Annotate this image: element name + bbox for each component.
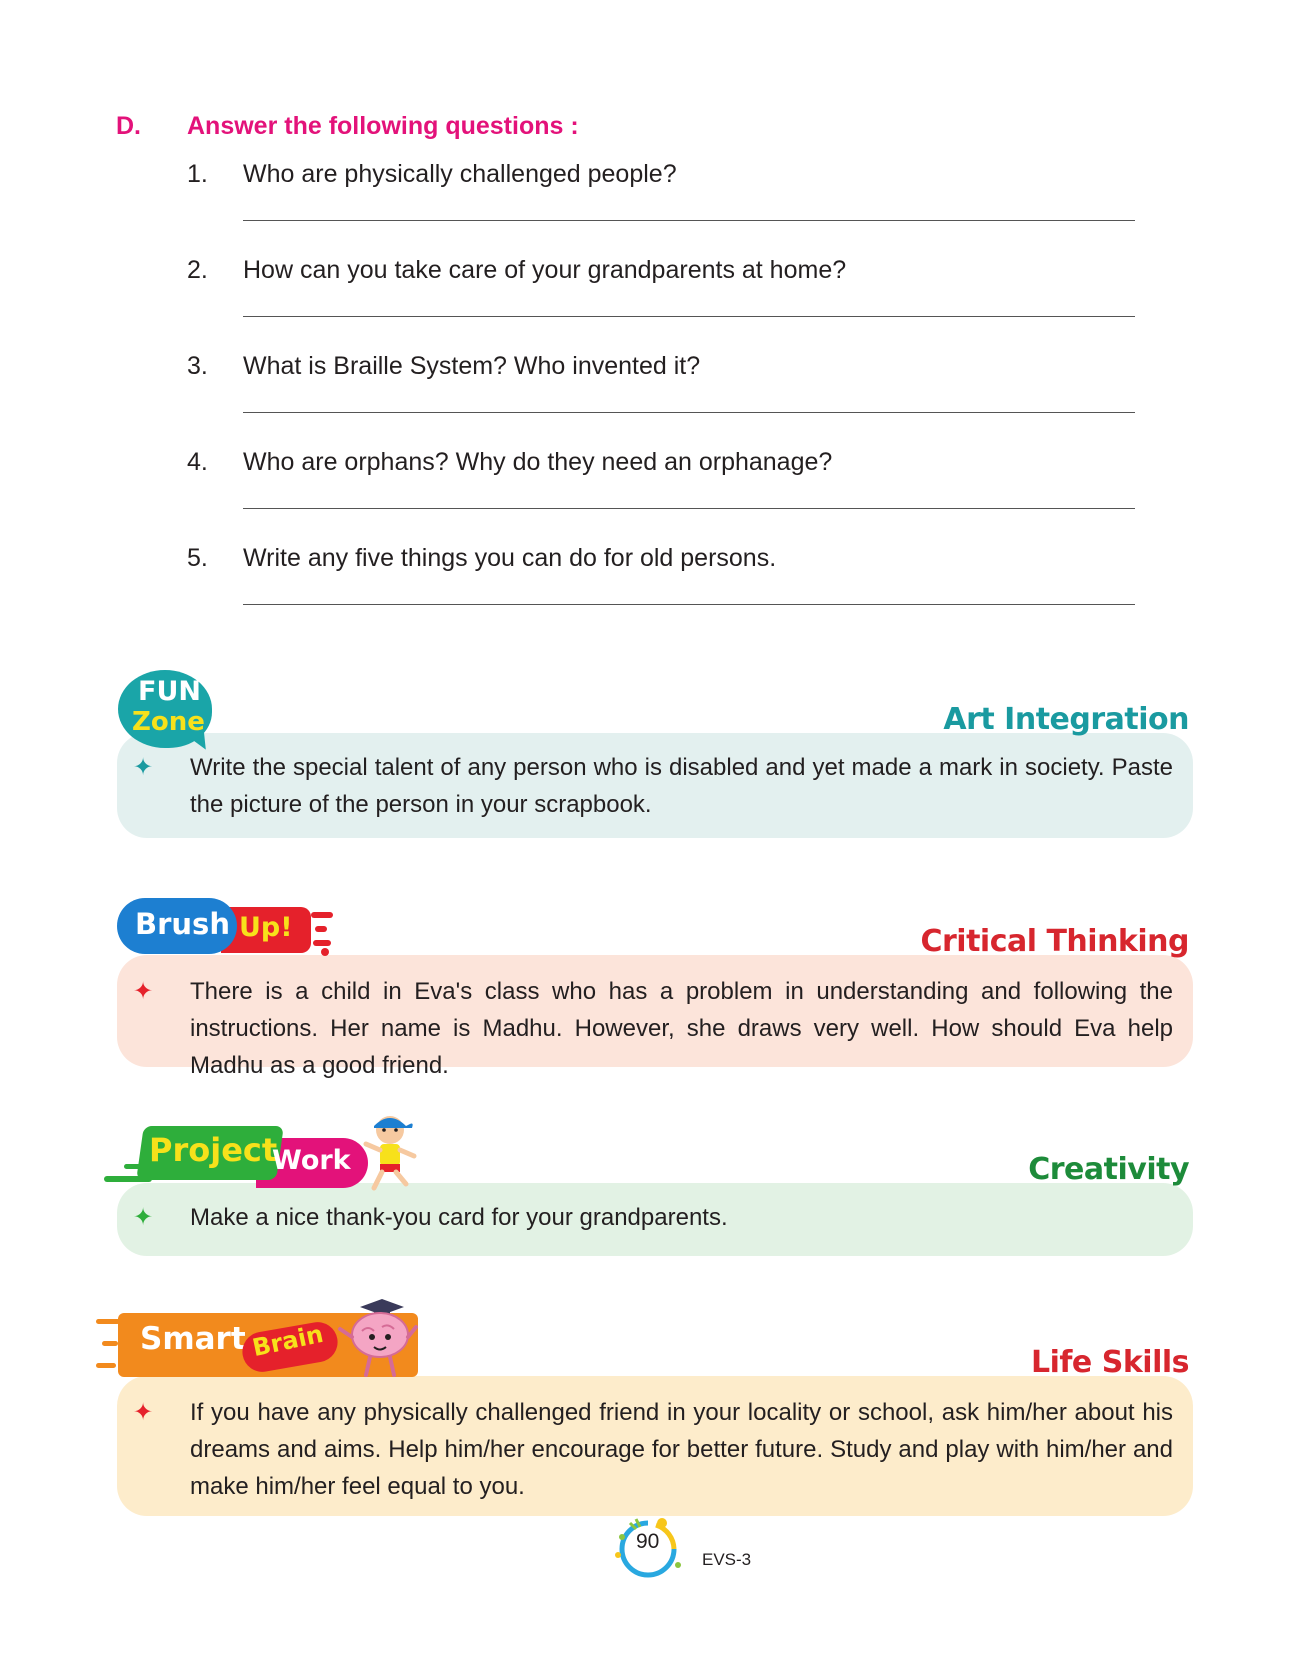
brush-word: Brush: [135, 907, 230, 941]
question-number: 4.: [187, 448, 208, 476]
page-number: 90: [636, 1530, 660, 1553]
fun-zone-badge: [118, 670, 214, 750]
question-3: [187, 352, 1137, 412]
question-5: [187, 544, 1137, 604]
section-letter: D.: [116, 112, 141, 140]
book-code: EVS-3: [702, 1550, 752, 1569]
answer-line[interactable]: [243, 604, 1135, 605]
answer-line[interactable]: [243, 316, 1135, 317]
smart-dash-3: [96, 1363, 116, 1368]
question-text: Who are orphans? Why do they need an orphanage?: [243, 448, 833, 476]
smart-word: Smart: [140, 1321, 246, 1357]
up-word: Up!: [239, 912, 293, 943]
project-word: Project: [149, 1131, 278, 1169]
fun-zone-box: [117, 733, 1193, 838]
zone-word: Zone: [132, 707, 205, 737]
smart-brain-text: If you have any physically challenged friend in your locality or school, ask him/her about his dreams and aims. Help him/her encourage for better future. Study and play with him/her and make him/her feel equal to you.: [190, 1399, 1173, 1500]
brush-dot: [321, 948, 329, 956]
question-4: [187, 448, 1137, 508]
section-title: Answer the following questions :: [187, 112, 579, 140]
creativity-title: Creativity: [1028, 1152, 1189, 1187]
brush-up-badge: [117, 898, 337, 956]
project-work-text: Make a nice thank-you card for your grandparents.: [190, 1204, 728, 1231]
smart-dash-1: [96, 1319, 120, 1324]
star-bullet-icon: ✦: [133, 1204, 154, 1231]
brush-up-text: There is a child in Eva's class who has a problem in understanding and following the instructions. Her name is Madhu. However, she draws very well. How should Eva help Madhu as a good friend.: [190, 978, 1173, 1079]
smart-brain-badge: [96, 1305, 426, 1387]
question-number: 5.: [187, 544, 208, 572]
life-skills-title: Life Skills: [1030, 1345, 1189, 1380]
question-number: 1.: [187, 160, 208, 188]
star-bullet-icon: ✦: [133, 1399, 154, 1426]
running-boy-mascot: [354, 1112, 426, 1196]
question-2: [187, 256, 1137, 316]
question-text: What is Braille System? Who invented it?: [243, 352, 701, 380]
question-text: Write any five things you can do for old persons.: [243, 544, 777, 572]
question-number: 2.: [187, 256, 208, 284]
brush-pill-shape: [117, 898, 237, 954]
answer-line[interactable]: [243, 412, 1135, 413]
star-bullet-icon: ✦: [133, 754, 154, 781]
question-text: How can you take care of your grandparents at home?: [243, 256, 847, 284]
question-number: 3.: [187, 352, 208, 380]
fun-zone-text: Write the special talent of any person who is disabled and yet made a mark in society. Paste the picture of the person in your scrapbook.: [190, 754, 1173, 818]
question-text: Who are physically challenged people?: [243, 160, 677, 188]
brush-dash-3: [313, 940, 331, 946]
work-word: Work: [272, 1145, 351, 1176]
brain-word: Brain: [249, 1319, 326, 1363]
brush-dash-1: [311, 912, 333, 918]
smart-dash-2: [102, 1341, 118, 1346]
brush-dash-2: [315, 926, 327, 932]
art-integration-title: Art Integration: [943, 702, 1189, 737]
fun-word: FUN: [138, 676, 201, 707]
answer-line[interactable]: [243, 508, 1135, 509]
smart-brain-box: [117, 1376, 1193, 1516]
critical-thinking-title: Critical Thinking: [920, 924, 1189, 959]
brain-mascot: [334, 1297, 418, 1385]
question-1: [187, 160, 1137, 220]
answer-line[interactable]: [243, 220, 1135, 221]
project-work-badge: [104, 1120, 424, 1196]
star-bullet-icon: ✦: [133, 978, 154, 1005]
brush-up-box: [117, 955, 1193, 1079]
